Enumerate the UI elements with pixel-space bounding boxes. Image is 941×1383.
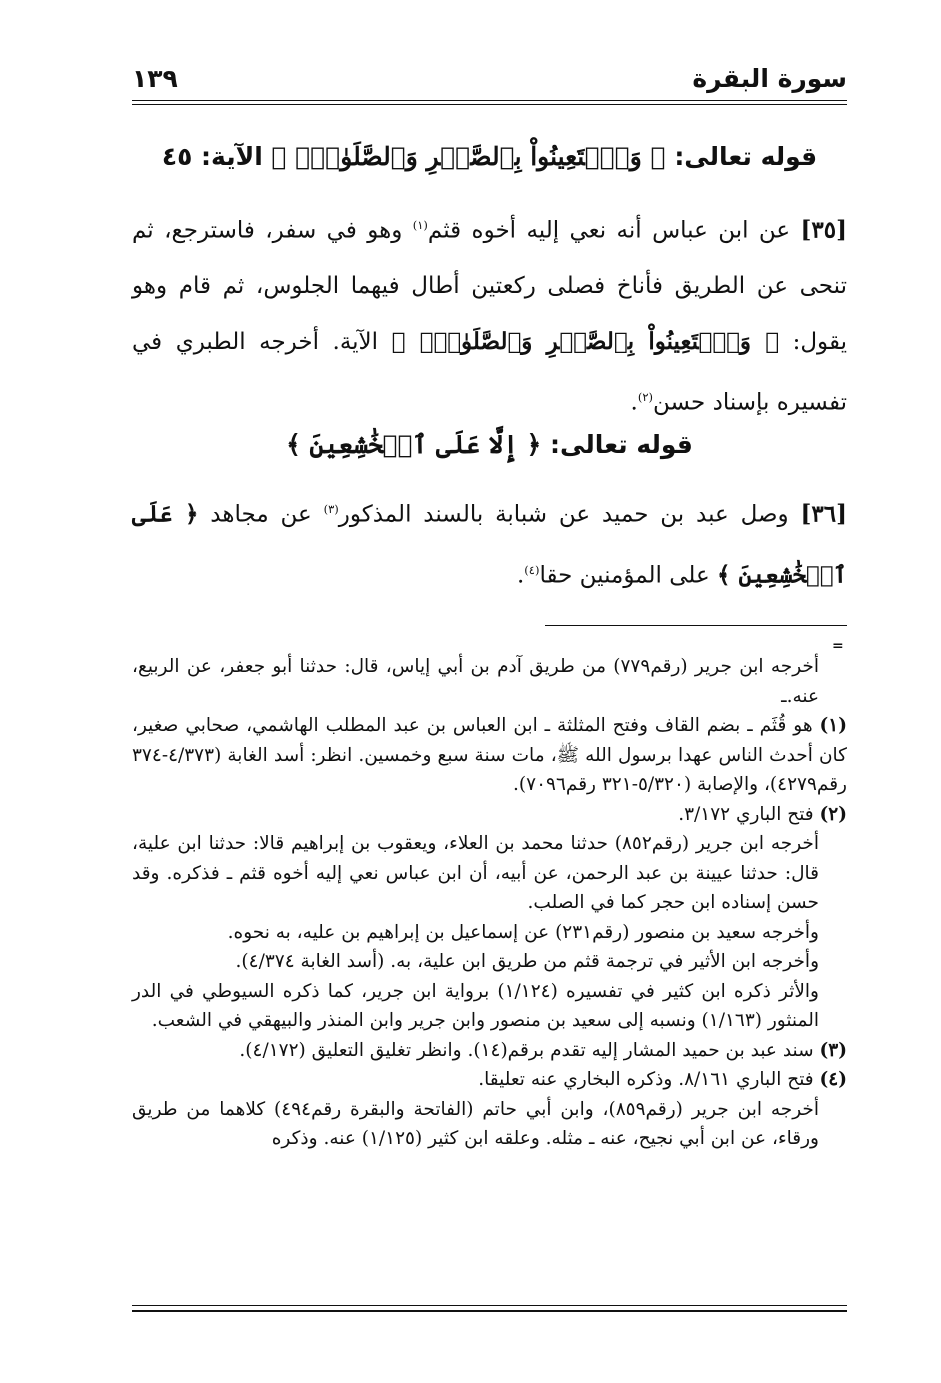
heading-verse: ﴿ إِلَّا عَلَى ٱلۡخَٰشِعِينَ ﴾ [286,430,542,459]
footnote-ref-4: (٤) [524,562,540,577]
bottom-rule-thin [132,1305,847,1306]
footnote-text: هو قُثَم ـ بضم القاف وفتح المثلثة ـ ابن العباس بن عبد المطلب الهاشمي، صحابي صغير، كان أحدث الناس عهدا برسول الله ﷺ، مات سنة سبع وخمسين. انظر: أسد الغابة (٤/٣٧٣-٣٧٤ رقم٤٢٧٩)، والإصابة (٥/٣٢٠-٣٢١ رقم٧٠٩٦). [132,715,847,795]
narration-period: . [630,389,638,416]
heading-verse-ref: الآية: ٤٥ [161,142,263,171]
quran-verse: ﴿ وَٱسۡتَعِينُواْ بِٱلصَّبۡرِ وَٱلصَّلَوٰةِۚ ﴾ [391,327,780,355]
footnote-number: (٣) [819,1039,847,1061]
footnote-continuation: أخرجه ابن جرير (رقم٧٧٩) من طريق آدم بن أبي إياس، قال: حدثنا أبو جعفر، عن الربيع، عنه.ـ [132,656,819,707]
footnote-number: (٤) [819,1069,847,1090]
narration-text: وصل عبد بن حميد عن شبابة بالسند المذكور [338,501,801,528]
footnote-2-detail: وأخرجه سعيد بن منصور (رقم٢٣١) عن إسماعيل بن إبراهيم بن عليه، به نحوه. [227,921,819,943]
narration-text: عن مجاهد [198,501,324,528]
narration-text: عن ابن عباس أنه نعي إليه أخوه قثم [427,217,791,244]
running-header [132,56,847,100]
footnote-number: (٢) [819,803,847,825]
footnote-divider [545,625,847,626]
narration-text: وهو في سفر، فاسترجع، ثم تنحى عن الطريق فأناخ فصلى ركعتين أطال فيهما الجلوس، ثم قام وهو يقول: [132,217,847,355]
footnotes [132,652,847,1154]
heading-prefix: قوله تعالى: [550,430,693,459]
footnote-2 [132,800,847,830]
narration-35 [132,198,847,430]
narration-period: . [516,562,525,589]
surah-title: سورة البقرة [692,63,847,93]
narration-text: الآية. أخرجه الطبري في تفسيره بإسناد حسن [132,328,847,416]
footnote-number: (١) [819,715,847,736]
section-heading-45 [132,132,847,182]
narration-number: [٣٦] [800,500,847,528]
section-heading-khashiin [132,420,847,470]
footnote-ref-2: (٢) [637,389,654,404]
footnote-4-detail: أخرجه ابن جرير (رقم٨٥٩)، وابن أبي حاتم (الفاتحة والبقرة رقم٤٩٤) كلاهما من طريق ورقاء، عن ابن أبي نجيح، عنه ـ مثله. وعلقه ابن كثير (١/١٢٥) عنه. وذكره [132,1098,819,1149]
footnote-ref-1: (١) [412,218,428,232]
footnote-ref-3: (٣) [323,502,339,516]
quran-verse: ﴿ عَلَى ٱلۡخَٰشِعِينَ ﴾ [132,500,847,589]
bottom-rule [132,1310,847,1312]
narration-text: على المؤمنين حقا [539,562,718,589]
heading-verse: ﴿ وَٱسۡتَعِينُواْ بِٱلصَّبۡرِ وَٱلصَّلَوٰةِۚ ﴾ [271,142,666,171]
footnote-text: فتح الباري ٨/١٦١. وذكره البخاري عنه تعليقا. [478,1069,820,1090]
footnote-2-detail: والأثر ذكره ابن كثير في تفسيره (١/١٢٤) برواية ابن جرير، كما ذكره السيوطي في الدر المنثور (١/١٦٣) ونسبه إلى سعيد بن منصور وابن جرير وابن المنذر والبيهقي في الشعب. [132,980,819,1031]
footnote-text: سند عبد بن حميد المشار إليه تقدم برقم(١٤). وانظر تغليق التعليق (٤/١٧٢). [239,1039,820,1061]
continuation-mark: = [832,638,844,654]
footnote-2-detail: وأخرجه ابن الأثير في ترجمة قثم من طريق ابن علية، به. (أسد الغابة ٤/٣٧٤). [235,951,819,972]
footnote-2-detail: أخرجه ابن جرير (رقم٨٥٢) حدثنا محمد بن العلاء، ويعقوب بن إبراهيم قالا: حدثنا ابن علية، قال: حدثنا عيينة بن عبد الرحمن، عن أبيه، أن ابن عباس نعي إليه أخوه قثم ـ فذكره. وقد حسن إسناده ابن حجر كما في الصلب. [132,833,819,913]
footnote-1 [132,711,847,800]
header-rule-thin [132,104,847,105]
heading-prefix: قوله تعالى: [674,142,818,171]
footnote-3 [132,1036,847,1066]
narration-36 [132,482,847,603]
page-number: ١٣٩ [132,63,178,93]
narration-number: [٣٥] [800,216,848,244]
footnote-text: فتح الباري ٣/١٧٢. [678,803,820,825]
header-rule [132,100,847,101]
footnote-4 [132,1065,847,1095]
